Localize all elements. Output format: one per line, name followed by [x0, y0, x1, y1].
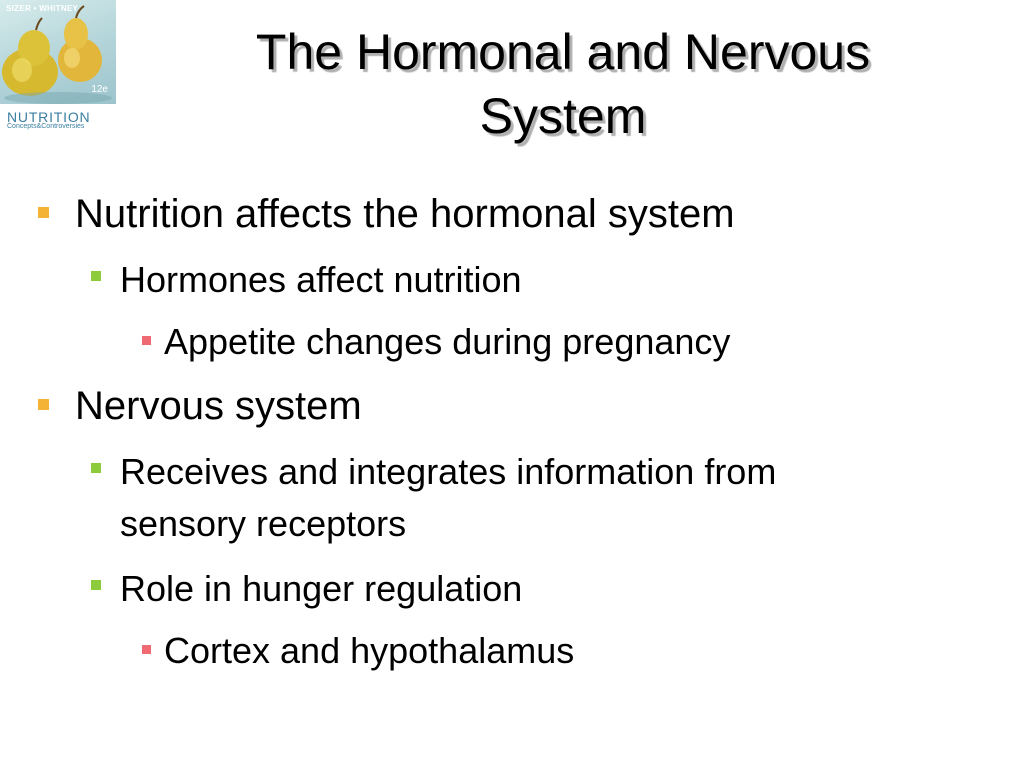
square-bullet-icon — [91, 463, 101, 473]
bullet-item — [164, 320, 730, 364]
bullet-text: Role in hunger regulation — [120, 568, 523, 609]
logo-subtitle: Concepts&Controversies — [7, 123, 85, 130]
bullet-item — [164, 629, 574, 673]
slide-title: The Hormonal and Nervous System — [255, 24, 871, 144]
square-bullet-icon — [38, 207, 49, 218]
square-bullet-icon — [142, 645, 151, 654]
square-bullet-icon — [142, 336, 151, 345]
square-bullet-icon — [91, 580, 101, 590]
bullet-item — [75, 190, 735, 238]
cover-authors: SIZER • WHITNEY — [6, 4, 79, 13]
cover-edition: 12e — [91, 84, 108, 95]
bullet-item — [120, 446, 776, 498]
bullet-text: sensory receptors — [120, 503, 407, 544]
bullet-text: Appetite changes during pregnancy — [164, 321, 731, 362]
bullet-text: Nervous system — [75, 384, 362, 428]
logo-title: NUTRITION — [7, 109, 91, 125]
bullet-item — [120, 254, 522, 306]
bullet-text: Nutrition affects the hormonal system — [75, 192, 735, 236]
bullet-text: Receives and integrates information from — [120, 451, 777, 492]
bullet-item-continuation — [120, 498, 406, 550]
bullet-text: Hormones affect nutrition — [120, 259, 522, 300]
bullet-item — [75, 382, 362, 430]
square-bullet-icon — [38, 399, 49, 410]
bullet-text: Cortex and hypothalamus — [164, 630, 575, 671]
bullet-item — [120, 563, 522, 615]
square-bullet-icon — [91, 271, 101, 281]
